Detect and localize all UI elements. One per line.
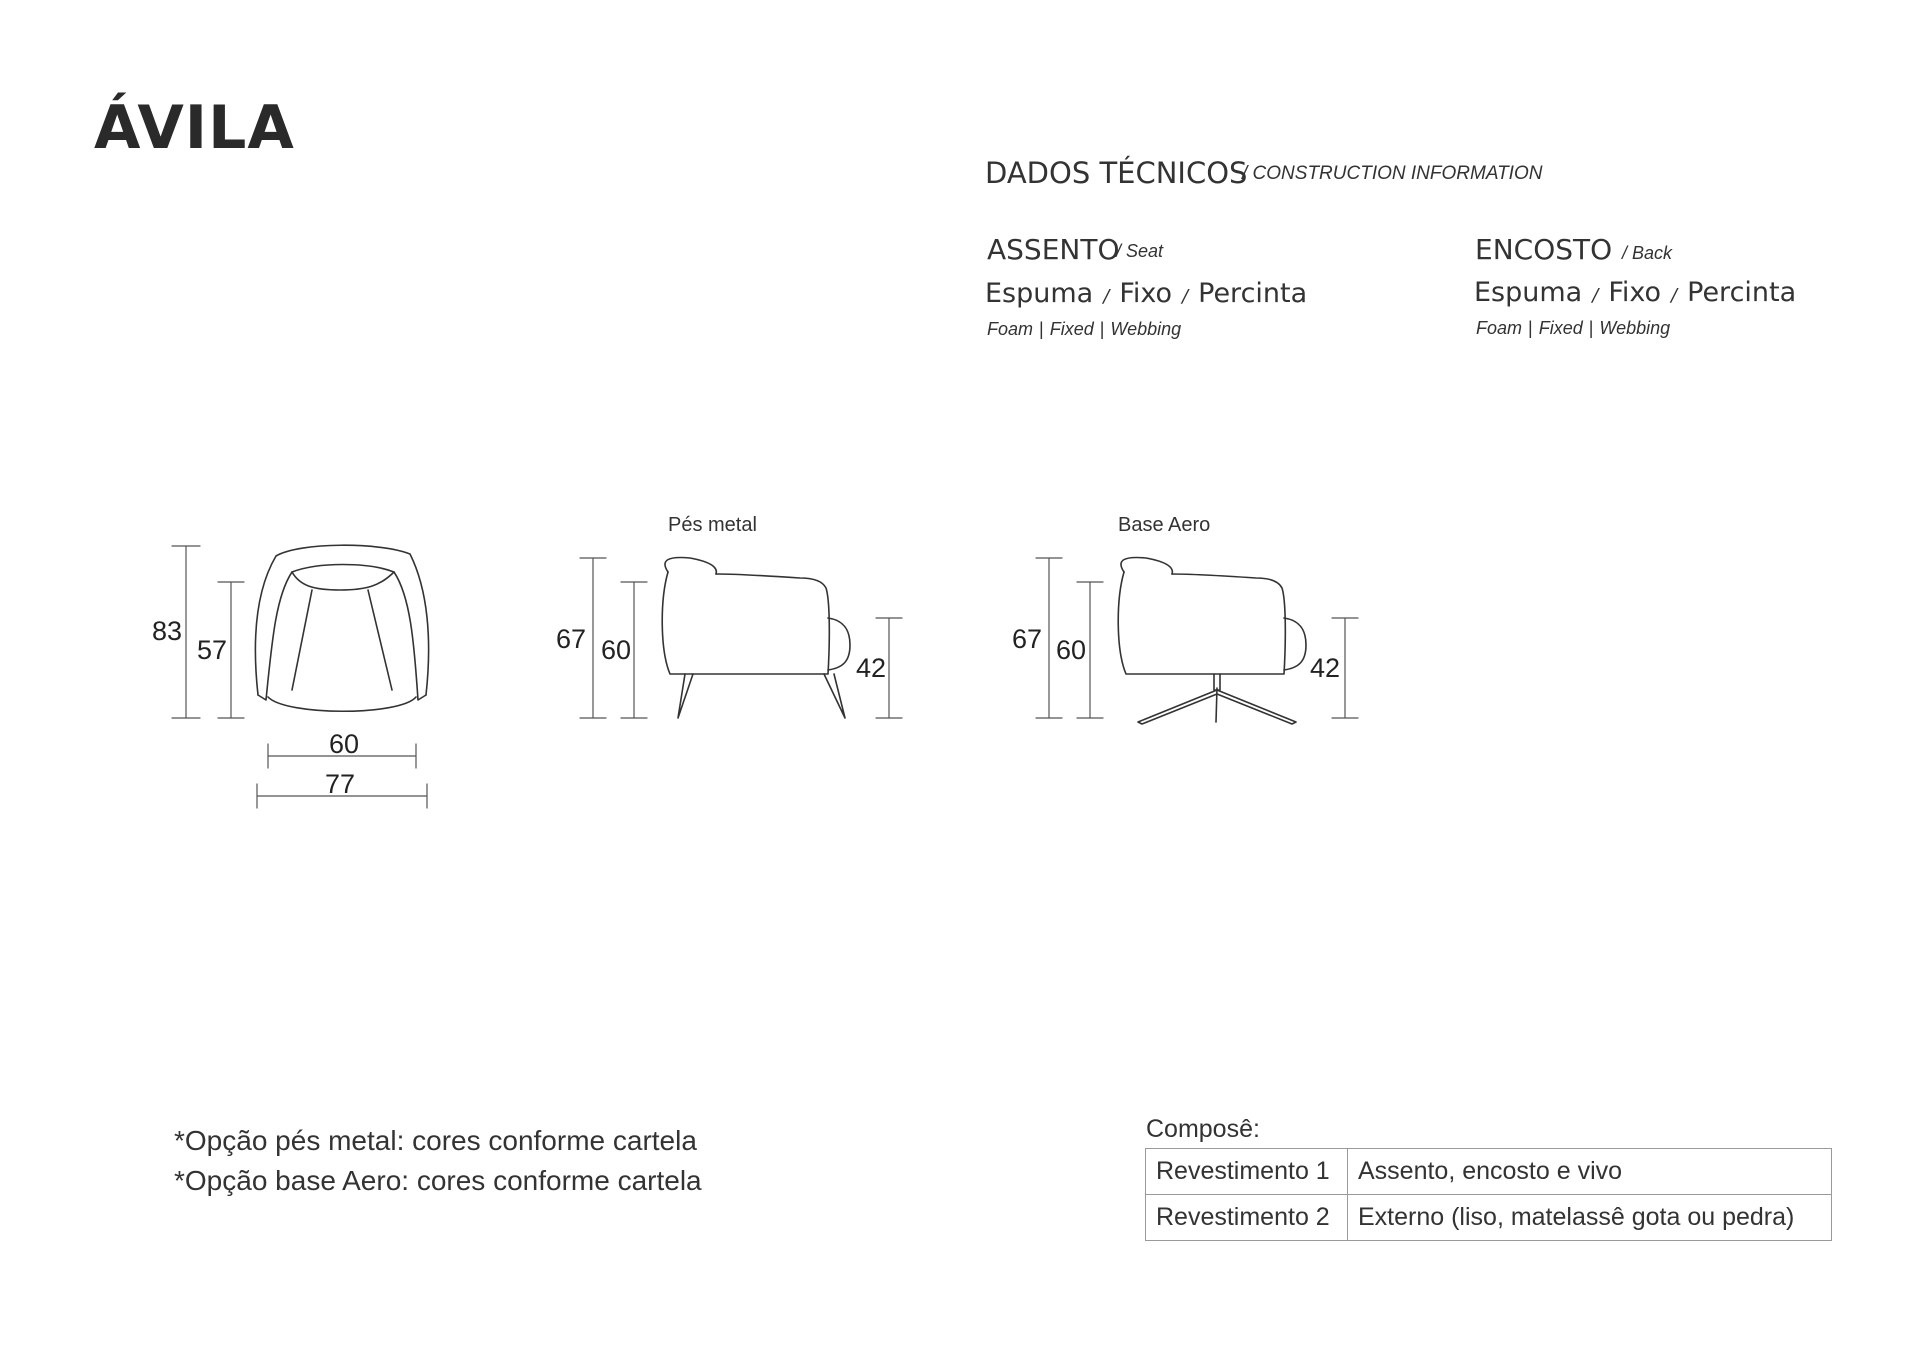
- front-dim-back-height: 57: [197, 635, 228, 665]
- composition-cell-name: Revestimento 2: [1146, 1195, 1348, 1241]
- seat-materials-en: Foam | Fixed | Webbing: [987, 319, 1182, 339]
- table-row: [1146, 1149, 1832, 1195]
- note-aero: *Opção base Aero: cores conforme cartela: [174, 1165, 702, 1196]
- product-title: ÁVILA: [94, 93, 295, 163]
- seat-material-foam: Espuma: [985, 278, 1094, 309]
- back-title-en: / Back: [1622, 243, 1673, 263]
- seat-material-webbing: Percinta: [1198, 278, 1308, 309]
- aero-dim-arm-height: 60: [1056, 635, 1087, 665]
- side-aero-drawing: [1118, 558, 1306, 724]
- back-material-webbing: Percinta: [1687, 277, 1797, 308]
- metal-dim-total-height: 67: [556, 624, 587, 654]
- front-dim-total-width: 77: [325, 769, 356, 799]
- back-title: ENCOSTO: [1475, 233, 1613, 266]
- back-materials: Espuma / Fixo / Percinta: [1474, 277, 1797, 308]
- composition-table: [1145, 1148, 1832, 1241]
- back-material-webbing-en: Webbing: [1599, 318, 1671, 338]
- note-metal: *Opção pés metal: cores conforme cartela: [174, 1125, 697, 1156]
- seat-title: ASSENTO: [987, 233, 1120, 266]
- seat-material-fixed-en: Fixed: [1049, 319, 1094, 339]
- back-material-fixed-en: Fixed: [1538, 318, 1583, 338]
- technical-heading-en: / CONSTRUCTION INFORMATION: [1242, 163, 1543, 184]
- seat-materials: Espuma / Fixo / Percinta: [985, 278, 1308, 309]
- front-dim-total-height: 83: [152, 616, 183, 646]
- composition-cell-value: Externo (liso, matelassê gota ou pedra): [1348, 1195, 1832, 1241]
- table-row: [1146, 1195, 1832, 1241]
- aero-dim-total-height: 67: [1012, 624, 1043, 654]
- notes: [174, 1121, 702, 1201]
- back-material-fixed: Fixo: [1608, 277, 1662, 308]
- seat-material-fixed: Fixo: [1119, 278, 1173, 309]
- seat-title-en: / Seat: [1116, 241, 1164, 261]
- front-dim-seat-width: 60: [329, 729, 360, 759]
- technical-heading: DADOS TÉCNICOS: [985, 156, 1248, 190]
- composition-label: Composê:: [1146, 1115, 1260, 1143]
- side-metal-label: Pés metal: [668, 514, 757, 536]
- metal-dim-arm-height: 60: [601, 635, 632, 665]
- composition-cell-name: Revestimento 1: [1146, 1149, 1348, 1195]
- back-material-foam: Espuma: [1474, 277, 1583, 308]
- composition-cell-value: Assento, encosto e vivo: [1348, 1149, 1832, 1195]
- seat-material-webbing-en: Webbing: [1110, 319, 1182, 339]
- seat-material-foam-en: Foam: [987, 319, 1034, 339]
- front-view-drawing: [255, 545, 428, 711]
- side-aero-label: Base Aero: [1118, 514, 1211, 536]
- aero-dim-seat-height: 42: [1310, 653, 1341, 683]
- metal-dim-seat-height: 42: [856, 653, 887, 683]
- back-material-foam-en: Foam: [1476, 318, 1523, 338]
- side-metal-drawing: [662, 558, 850, 718]
- back-materials-en: Foam | Fixed | Webbing: [1476, 318, 1671, 338]
